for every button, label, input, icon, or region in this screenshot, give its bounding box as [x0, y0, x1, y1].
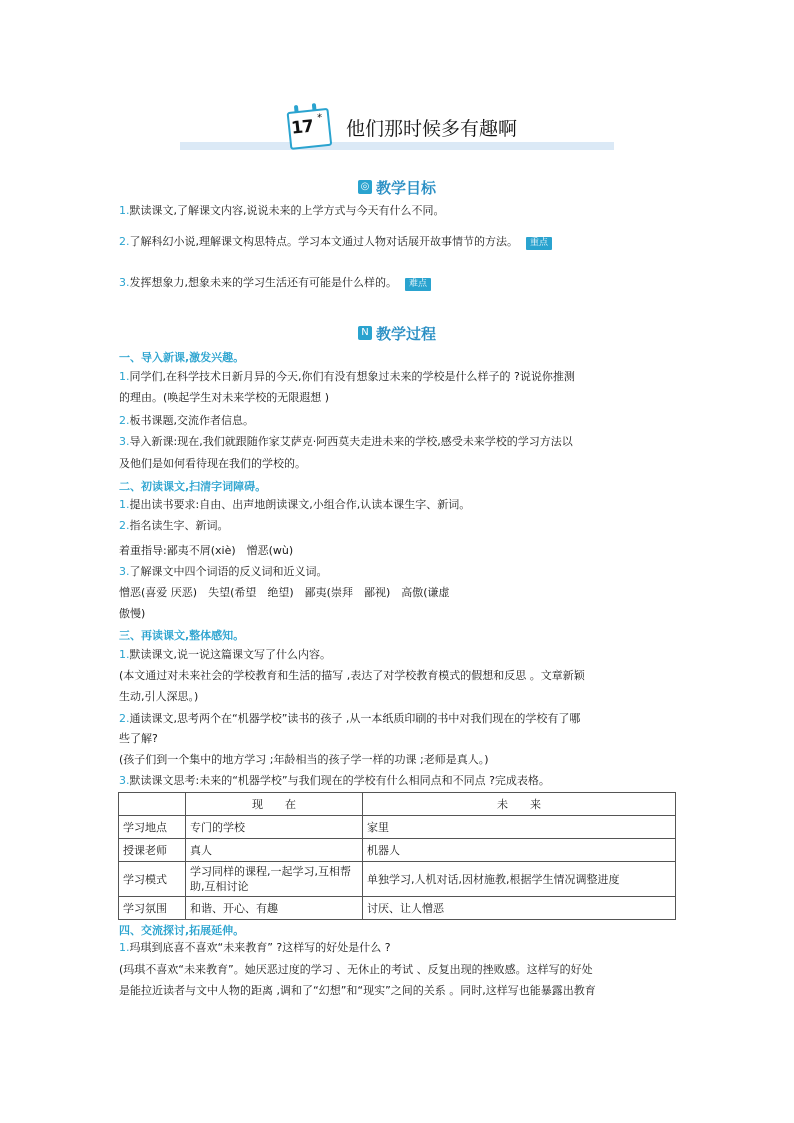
difficult-point-badge: 难点	[405, 278, 431, 291]
section-heading: 四、交流探讨,拓展延伸。	[119, 924, 245, 937]
paragraph-line: 2.通读课文,思考两个在“机器学校”读书的孩子 ,从一本纸质印刷的书中对我们现在的学校有了哪	[119, 712, 581, 725]
paragraph-line: 3.默读课文思考:未来的“机器学校”与我们现在的学校有什么相同点和不同点 ?完成表格。	[119, 774, 550, 787]
table-cell: 和谐、开心、有趣	[186, 897, 363, 920]
paragraph-line: 生动,引人深思。)	[119, 690, 199, 703]
process-icon: N	[358, 326, 372, 340]
table-cell: 授课老师	[119, 839, 186, 862]
paragraph-line: 憎恶(喜爱 厌恶) 失望(希望 绝望) 鄙夷(崇拜 鄙视) 高傲(谦虚	[119, 586, 450, 599]
section-heading: 二、初读课文,扫清字词障碍。	[119, 480, 267, 493]
table-cell: 讨厌、让人憎恶	[363, 897, 676, 920]
paragraph-line: 2.板书课题,交流作者信息。	[119, 414, 254, 427]
paragraph-line: 3.了解课文中四个词语的反义词和近义词。	[119, 565, 328, 578]
goals-heading-label: 教学目标	[375, 178, 436, 197]
table-header-cell	[119, 793, 186, 816]
paragraph-line: (玛琪不喜欢“未来教育”。她厌恶过度的学习 、无休止的考试 、反复出现的挫败感。这样写的好处	[119, 963, 593, 976]
paragraph-line: 1.玛琪到底喜不喜欢“未来教育” ?这样写的好处是什么 ?	[119, 941, 391, 954]
lesson-star: *	[316, 112, 323, 124]
section-heading: 三、再读课文,整体感知。	[119, 629, 245, 642]
table-cell: 专门的学校	[186, 816, 363, 839]
table-cell: 机器人	[363, 839, 676, 862]
table-cell: 家里	[363, 816, 676, 839]
process-heading-label: 教学过程	[375, 324, 436, 343]
goal-item: 1.默读课文,了解课文内容,说说未来的上学方式与今天有什么不同。	[119, 204, 445, 217]
table-header-cell: 未 来	[363, 793, 676, 816]
process-heading	[0, 320, 794, 344]
paragraph-line: 1.默读课文,说一说这篇课文写了什么内容。	[119, 648, 331, 661]
table-cell: 真人	[186, 839, 363, 862]
table-row	[119, 897, 676, 920]
table-header-cell: 现 在	[186, 793, 363, 816]
paragraph-line: (孩子们到一个集中的地方学习 ;年龄相当的孩子学一样的功课 ;老师是真人。)	[119, 753, 489, 766]
page-title: 他们那时候多有趣啊	[346, 118, 518, 140]
table-cell: 学习同样的课程,一起学习,互相帮助,互相讨论	[186, 862, 363, 897]
paragraph-line: 着重指导:鄙夷不屑(xiè) 憎恶(wù)	[119, 544, 294, 557]
goals-heading	[0, 174, 794, 198]
paragraph-line: 是能拉近读者与文中人物的距离 ,调和了“幻想”和“现实”之间的关系 。同时,这样写也能暴露出教育	[119, 984, 596, 997]
paragraph-line: 3.导入新课:现在,我们就跟随作家艾萨克·阿西莫夫走进未来的学校,感受未来学校的学习方法以	[119, 435, 573, 448]
section-heading: 一、导入新课,激发兴趣。	[119, 351, 245, 364]
paragraph-line: 2.指名读生字、新词。	[119, 519, 229, 532]
goal-item: 2.了解科幻小说,理解课文构思特点。学习本文通过人物对话展开故事情节的方法。 重点	[119, 234, 552, 250]
table-cell: 单独学习,人机对话,因材施教,根据学生情况调整进度	[363, 862, 676, 897]
paragraph-line: 些了解?	[119, 732, 158, 745]
paragraph-line: (本文通过对未来社会的学校教育和生活的描写 ,表达了对学校教育模式的假想和反思 。文章新颖	[119, 669, 585, 682]
table-cell: 学习地点	[119, 816, 186, 839]
table-row	[119, 816, 676, 839]
comparison-table	[118, 792, 676, 920]
table-row	[119, 862, 676, 897]
calendar-icon	[286, 102, 330, 148]
lesson-number: 17	[290, 116, 314, 139]
goal-item: 3.发挥想象力,想象未来的学习生活还有可能是什么样的。 难点	[119, 275, 431, 291]
table-header-row	[119, 793, 676, 816]
table-cell: 学习氛围	[119, 897, 186, 920]
paragraph-line: 及他们是如何看待现在我们的学校的。	[119, 457, 306, 470]
key-point-badge: 重点	[526, 237, 552, 250]
lesson-title-block	[180, 100, 614, 152]
paragraph-line: 1.提出读书要求:自由、出声地朗读课文,小组合作,认读本课生字、新词。	[119, 498, 471, 511]
paragraph-line: 1.同学们,在科学技术日新月异的今天,你们有没有想象过未来的学校是什么样子的 ?说说你推测	[119, 370, 575, 383]
title-underline	[180, 142, 614, 150]
target-icon: ◎	[358, 180, 372, 194]
table-cell: 学习模式	[119, 862, 186, 897]
paragraph-line: 傲慢)	[119, 607, 146, 620]
paragraph-line: 的理由。(唤起学生对未来学校的无限遐想 )	[119, 391, 330, 404]
table-row	[119, 839, 676, 862]
